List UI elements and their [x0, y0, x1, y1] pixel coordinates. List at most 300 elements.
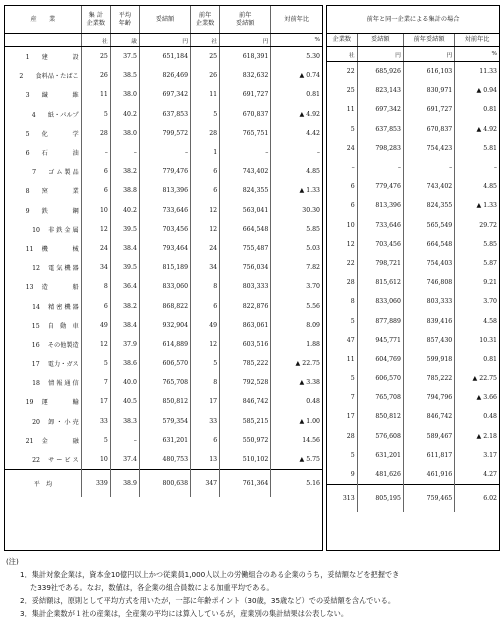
table-row — [5, 431, 322, 450]
cell-rratio: 3.17 — [455, 446, 499, 465]
cell-age: 37.4 — [110, 450, 139, 470]
cell-n: 5 — [81, 354, 110, 373]
unit-cell: 歳 — [110, 34, 139, 47]
same-company-header — [327, 34, 499, 47]
cell-rpamt: 670,837 — [403, 120, 454, 139]
cell-ratio: 14.56 — [271, 431, 322, 450]
cell-rn: 47 — [346, 336, 355, 344]
table-row — [327, 62, 499, 82]
industry-cell — [5, 105, 81, 124]
cell-rratio: ▲ 22.75 — [455, 369, 499, 388]
average-row — [5, 470, 322, 498]
unit-cell: 社 — [327, 47, 357, 62]
cell-amt: 833,060 — [139, 277, 190, 296]
cell-pamt: 765,751 — [220, 124, 271, 143]
row-number: 5 — [25, 130, 30, 138]
cell-pamt: 756,034 — [220, 258, 271, 277]
column-header: 集 計 企業数 — [81, 6, 110, 34]
cell-pamt: 585,215 — [220, 412, 271, 431]
cell-rn: 28 — [346, 279, 355, 287]
cell-ramt: – — [357, 158, 403, 177]
cell-pamt: 603,516 — [220, 335, 271, 354]
cell-amt: 779,476 — [139, 162, 190, 181]
column-header: 産 業 — [5, 6, 81, 34]
cell-ratio: ▲ 0.74 — [271, 66, 322, 85]
cell-age: 40.2 — [110, 105, 139, 124]
cell-pn: 24 — [191, 239, 220, 258]
table-row — [327, 120, 499, 139]
table-row — [5, 392, 322, 411]
industry-name: 建 設 — [41, 54, 79, 62]
column-header: 前年 妥結額 — [220, 6, 271, 34]
cell-rn: 11 — [346, 106, 355, 114]
cell-rpamt: 803,333 — [403, 292, 454, 311]
unit-cell: 社 — [81, 34, 110, 47]
cell-rpamt: 565,549 — [403, 216, 454, 235]
cell-rratio: 4.27 — [455, 465, 499, 485]
cell-rpamt: 461,916 — [403, 465, 454, 485]
industry-name: 繊 維 — [41, 92, 79, 100]
cell-rpamt: 846,742 — [403, 407, 454, 426]
cell-n: 10 — [81, 450, 110, 470]
cell-amt: 651,184 — [139, 47, 190, 67]
cell-rpamt: 830,971 — [403, 81, 454, 100]
cell-pamt: 792,528 — [220, 373, 271, 392]
avg-rratio: 6.02 — [455, 485, 499, 513]
cell-pamt: 664,548 — [220, 220, 271, 239]
table-row — [5, 412, 322, 431]
avg-n: 339 — [81, 470, 110, 498]
cell-age: 40.2 — [110, 201, 139, 220]
column-header: 妥結額 — [139, 6, 190, 34]
unit-cell: 円 — [220, 34, 271, 47]
industry-cell — [5, 47, 81, 67]
cell-rratio: 3.70 — [455, 292, 499, 311]
table-row — [5, 47, 322, 67]
avg-ratio: 5.16 — [271, 470, 322, 498]
cell-rratio: ▲ 4.92 — [455, 120, 499, 139]
cell-ratio: ▲ 4.92 — [271, 105, 322, 124]
cell-rratio: ▲ 3.66 — [455, 388, 499, 407]
cell-ramt: 798,283 — [357, 139, 403, 158]
industry-name: 卸 ・ 小 売 — [48, 418, 79, 426]
cell-amt: 631,201 — [139, 431, 190, 450]
cell-n: 12 — [81, 220, 110, 239]
cell-rratio: 11.33 — [455, 62, 499, 82]
cell-age: 38.0 — [110, 124, 139, 143]
cell-age: 38.2 — [110, 162, 139, 181]
table-row — [327, 292, 499, 311]
cell-ramt: 685,926 — [357, 62, 403, 82]
cell-rn: 24 — [346, 144, 355, 152]
row-number: 15 — [31, 322, 40, 330]
industry-cell — [5, 85, 81, 104]
cell-rn: 5 — [350, 125, 355, 133]
cell-pn: 34 — [191, 258, 220, 277]
cell-ratio: ▲ 22.75 — [271, 354, 322, 373]
cell-n: 8 — [81, 277, 110, 296]
industry-name: 窯 業 — [41, 188, 79, 196]
row-number: 13 — [25, 284, 34, 292]
cell-pamt: 550,972 — [220, 431, 271, 450]
table-row — [327, 331, 499, 350]
cell-ratio: 5.56 — [271, 296, 322, 315]
table-row — [327, 350, 499, 369]
cell-pn: 6 — [191, 296, 220, 315]
cell-rn: 5 — [350, 375, 355, 383]
cell-amt: 826,469 — [139, 66, 190, 85]
cell-age: 38.6 — [110, 354, 139, 373]
cell-amt: 799,572 — [139, 124, 190, 143]
cell-ratio: 4.85 — [271, 162, 322, 181]
table-row — [327, 235, 499, 254]
average-row — [327, 485, 499, 513]
cell-n: 11 — [81, 85, 110, 104]
cell-pn: 33 — [191, 412, 220, 431]
cell-ratio: 3.70 — [271, 277, 322, 296]
cell-pamt: – — [220, 143, 271, 162]
cell-amt: 697,342 — [139, 85, 190, 104]
table-row — [327, 196, 499, 215]
table-row — [5, 450, 322, 470]
unit-cell: % — [455, 47, 499, 62]
cell-ramt: 481,626 — [357, 465, 403, 485]
cell-ratio: ▲ 1.00 — [271, 412, 322, 431]
note-1: 1．集計対象企業は，資本金10億円以上かつ従業員1,000人以上の労働組合のある企業のうち，妥結額などを把握でき — [20, 570, 400, 579]
industry-name: 食料品・たばこ — [35, 73, 79, 81]
cell-pamt: 846,742 — [220, 392, 271, 411]
avg-age: 38.9 — [110, 470, 139, 498]
row-number: 19 — [25, 399, 34, 407]
table-row — [327, 465, 499, 485]
table-row — [327, 100, 499, 119]
cell-ramt: 576,608 — [357, 427, 403, 446]
table-row — [5, 162, 322, 181]
cell-ramt: 733,646 — [357, 216, 403, 235]
cell-amt: 813,396 — [139, 181, 190, 200]
table-row — [5, 373, 322, 392]
cell-ratio: ▲ 3.38 — [271, 373, 322, 392]
cell-n: 5 — [81, 431, 110, 450]
cell-rn: 12 — [346, 240, 355, 248]
cell-age: 40.5 — [110, 392, 139, 411]
cell-ramt: 833,060 — [357, 292, 403, 311]
cell-rratio: 5.85 — [455, 235, 499, 254]
same-company-title: 前年と同一企業による集計の場合 — [327, 6, 499, 34]
column-header: 対前年比 — [455, 34, 499, 47]
cell-rratio: 9.21 — [455, 273, 499, 292]
row-number: 12 — [32, 265, 40, 273]
column-header: 前年 企業数 — [191, 6, 220, 34]
table-row — [5, 316, 322, 335]
industry-name: サ ー ビ ス — [48, 457, 79, 465]
cell-n: 12 — [81, 335, 110, 354]
cell-rpamt: 824,355 — [403, 196, 454, 215]
cell-n: 6 — [81, 162, 110, 181]
industry-cell — [5, 220, 81, 239]
cell-amt: 932,904 — [139, 316, 190, 335]
row-number: 3 — [25, 92, 30, 100]
industry-name: 機 械 — [41, 245, 79, 253]
cell-pn: 26 — [191, 66, 220, 85]
row-number: 1 — [25, 54, 30, 62]
avg-rpamt: 759,465 — [403, 485, 454, 513]
cell-rpamt: 664,548 — [403, 235, 454, 254]
industry-cell — [5, 373, 81, 392]
row-number: 14 — [32, 303, 40, 311]
cell-rn: 6 — [350, 183, 355, 191]
cell-pamt: 803,333 — [220, 277, 271, 296]
row-number: 8 — [25, 188, 30, 196]
cell-ramt: 637,853 — [357, 120, 403, 139]
cell-n: 33 — [81, 412, 110, 431]
column-header: 妥結額 — [357, 34, 403, 47]
cell-amt: 480,753 — [139, 450, 190, 470]
industry-cell — [5, 316, 81, 335]
unit-row — [327, 47, 499, 62]
cell-n: 34 — [81, 258, 110, 277]
cell-rratio: 5.81 — [455, 139, 499, 158]
cell-ramt: 850,812 — [357, 407, 403, 426]
table-row — [327, 139, 499, 158]
cell-ramt: 703,456 — [357, 235, 403, 254]
cell-ratio: 8.09 — [271, 316, 322, 335]
cell-ramt: 697,342 — [357, 100, 403, 119]
industry-cell — [5, 66, 81, 85]
row-number: 18 — [32, 380, 40, 388]
cell-rratio: 4.58 — [455, 311, 499, 330]
industry-cell — [5, 124, 81, 143]
cell-rratio: ▲ 0.94 — [455, 81, 499, 100]
cell-pn: 28 — [191, 124, 220, 143]
cell-amt: 637,853 — [139, 105, 190, 124]
column-header: 対前年比 — [271, 6, 322, 34]
cell-pn: 8 — [191, 277, 220, 296]
cell-ratio: 4.42 — [271, 124, 322, 143]
cell-rpamt: 754,403 — [403, 254, 454, 273]
table-row — [5, 258, 322, 277]
cell-amt: 850,812 — [139, 392, 190, 411]
cell-n: 26 — [81, 66, 110, 85]
industry-name: 情 報 通 信 — [48, 380, 79, 388]
cell-pamt: 824,355 — [220, 181, 271, 200]
cell-n: 6 — [81, 181, 110, 200]
cell-ramt: 823,143 — [357, 81, 403, 100]
industry-name: 精 密 機 器 — [48, 303, 79, 311]
industry-name: 自 動 車 — [47, 322, 79, 330]
cell-n: 17 — [81, 392, 110, 411]
cell-amt: 703,456 — [139, 220, 190, 239]
cell-pamt: 510,102 — [220, 450, 271, 470]
cell-rratio: 10.31 — [455, 331, 499, 350]
cell-pamt: 785,222 — [220, 354, 271, 373]
cell-amt: 733,646 — [139, 201, 190, 220]
cell-age: 40.0 — [110, 373, 139, 392]
note-3: 3．集計企業数が１社の産業は，全産業の平均には算入しているが，産業別の集計結果は公表しない。 — [20, 609, 349, 618]
cell-pn: 6 — [191, 162, 220, 181]
cell-rn: 8 — [350, 298, 355, 306]
unit-row — [5, 34, 322, 47]
industry-name: 非 鉄 金 属 — [48, 226, 79, 234]
main-table-header — [5, 6, 322, 34]
table-row — [327, 311, 499, 330]
cell-pn: 5 — [191, 105, 220, 124]
cell-rn: 11 — [346, 355, 355, 363]
cell-pn: 12 — [191, 220, 220, 239]
cell-pamt: 743,402 — [220, 162, 271, 181]
cell-age: – — [110, 431, 139, 450]
cell-rn: 9 — [350, 471, 355, 479]
cell-rn: 10 — [346, 221, 355, 229]
cell-rpamt: 794,796 — [403, 388, 454, 407]
cell-n: 24 — [81, 239, 110, 258]
industry-cell — [5, 181, 81, 200]
table-row — [5, 181, 322, 200]
cell-ramt: 631,201 — [357, 446, 403, 465]
table-row — [5, 85, 322, 104]
cell-amt: 614,889 — [139, 335, 190, 354]
cell-age: 37.5 — [110, 47, 139, 67]
cell-ramt: 798,721 — [357, 254, 403, 273]
cell-ratio: ▲ 1.33 — [271, 181, 322, 200]
cell-pn: 12 — [191, 201, 220, 220]
industry-cell — [5, 412, 81, 431]
cell-ratio: 5.03 — [271, 239, 322, 258]
table-row — [327, 81, 499, 100]
cell-pn: 12 — [191, 335, 220, 354]
table-row — [5, 201, 322, 220]
cell-amt: – — [139, 143, 190, 162]
industry-cell — [5, 162, 81, 181]
notes-label: (注) — [6, 557, 19, 566]
table-row — [327, 216, 499, 235]
table-row — [327, 254, 499, 273]
cell-rpamt: 746,808 — [403, 273, 454, 292]
cell-rn: 5 — [350, 451, 355, 459]
cell-rn: 7 — [350, 394, 355, 402]
cell-pn: 25 — [191, 47, 220, 67]
cell-age: 38.4 — [110, 239, 139, 258]
avg-ramt: 805,195 — [357, 485, 403, 513]
table-row — [5, 239, 322, 258]
cell-n: 28 — [81, 124, 110, 143]
cell-pamt: 670,837 — [220, 105, 271, 124]
cell-age: 38.5 — [110, 66, 139, 85]
cell-rn: 17 — [346, 413, 355, 421]
row-number: 7 — [32, 169, 37, 177]
row-number: 20 — [32, 418, 40, 426]
industry-cell — [5, 296, 81, 315]
row-number: 9 — [25, 207, 30, 215]
cell-ratio: 1.88 — [271, 335, 322, 354]
cell-ramt: 779,476 — [357, 177, 403, 196]
note-1-cont: た339社である。なお，数値は，各企業の組合員数による加重平均である。 — [30, 583, 274, 592]
cell-amt: 606,570 — [139, 354, 190, 373]
industry-cell — [5, 450, 81, 470]
unit-cell: 円 — [357, 47, 403, 62]
cell-amt: 815,189 — [139, 258, 190, 277]
table-row — [327, 369, 499, 388]
cell-age: 38.4 — [110, 316, 139, 335]
cell-rratio: 29.72 — [455, 216, 499, 235]
table-row — [5, 66, 322, 85]
industry-cell — [5, 354, 81, 373]
average-label: 平 均 — [5, 470, 81, 498]
unit-cell: 円 — [139, 34, 190, 47]
cell-rn: 28 — [346, 432, 355, 440]
cell-age: 38.3 — [110, 412, 139, 431]
industry-cell — [5, 431, 81, 450]
cell-rratio: 5.87 — [455, 254, 499, 273]
cell-rpamt: 616,103 — [403, 62, 454, 82]
cell-n: – — [81, 143, 110, 162]
cell-rratio: 0.48 — [455, 407, 499, 426]
cell-rratio: ▲ 1.33 — [455, 196, 499, 215]
cell-rn: 22 — [346, 259, 355, 267]
table-row — [5, 354, 322, 373]
table-row — [327, 407, 499, 426]
table-row — [5, 220, 322, 239]
cell-pn: 13 — [191, 450, 220, 470]
column-header: 平均 年齢 — [110, 6, 139, 34]
cell-ramt: 877,889 — [357, 311, 403, 330]
cell-pn: 1 — [191, 143, 220, 162]
industry-name: その他製造 — [47, 341, 79, 349]
cell-ramt: 815,612 — [357, 273, 403, 292]
cell-ratio: ▲ 5.75 — [271, 450, 322, 470]
table-row — [327, 427, 499, 446]
cell-pn: 8 — [191, 373, 220, 392]
cell-pn: 17 — [191, 392, 220, 411]
industry-name: 造 船 — [41, 284, 79, 292]
cell-pamt: 822,876 — [220, 296, 271, 315]
cell-ratio: 0.48 — [271, 392, 322, 411]
row-number: 6 — [25, 150, 30, 158]
cell-rn: 6 — [350, 202, 355, 210]
cell-age: 38.2 — [110, 296, 139, 315]
cell-ratio: – — [271, 143, 322, 162]
industry-name: ゴ ム 製 品 — [48, 169, 79, 177]
cell-rpamt: 743,402 — [403, 177, 454, 196]
cell-pamt: 755,487 — [220, 239, 271, 258]
avg-pn: 347 — [191, 470, 220, 498]
industry-cell — [5, 201, 81, 220]
cell-pn: 5 — [191, 354, 220, 373]
industry-cell — [5, 258, 81, 277]
row-number: 21 — [25, 437, 34, 445]
cell-age: 38.8 — [110, 181, 139, 200]
industry-name: 紙・パルプ — [47, 111, 79, 119]
table-row — [327, 158, 499, 177]
note-2: 2．妥結額は，原則として平均方式を用いたが，一部に年齢ポイント（30歳，35歳など）での妥結額を含んでいる。 — [20, 596, 396, 605]
avg-pamt: 761,364 — [220, 470, 271, 498]
table-row — [5, 105, 322, 124]
cell-n: 25 — [81, 47, 110, 67]
cell-rpamt: 611,817 — [403, 446, 454, 465]
industry-name: 電 気 機 器 — [48, 265, 79, 273]
cell-ramt: 945,771 — [357, 331, 403, 350]
table-row — [5, 143, 322, 162]
table-row — [5, 296, 322, 315]
unit-cell: 円 — [403, 47, 454, 62]
cell-rratio: – — [455, 158, 499, 177]
same-company-table — [326, 5, 500, 551]
unit-cell: % — [271, 34, 322, 47]
cell-age: – — [110, 143, 139, 162]
cell-rpamt: – — [403, 158, 454, 177]
cell-rpamt: 857,430 — [403, 331, 454, 350]
table-row — [327, 177, 499, 196]
